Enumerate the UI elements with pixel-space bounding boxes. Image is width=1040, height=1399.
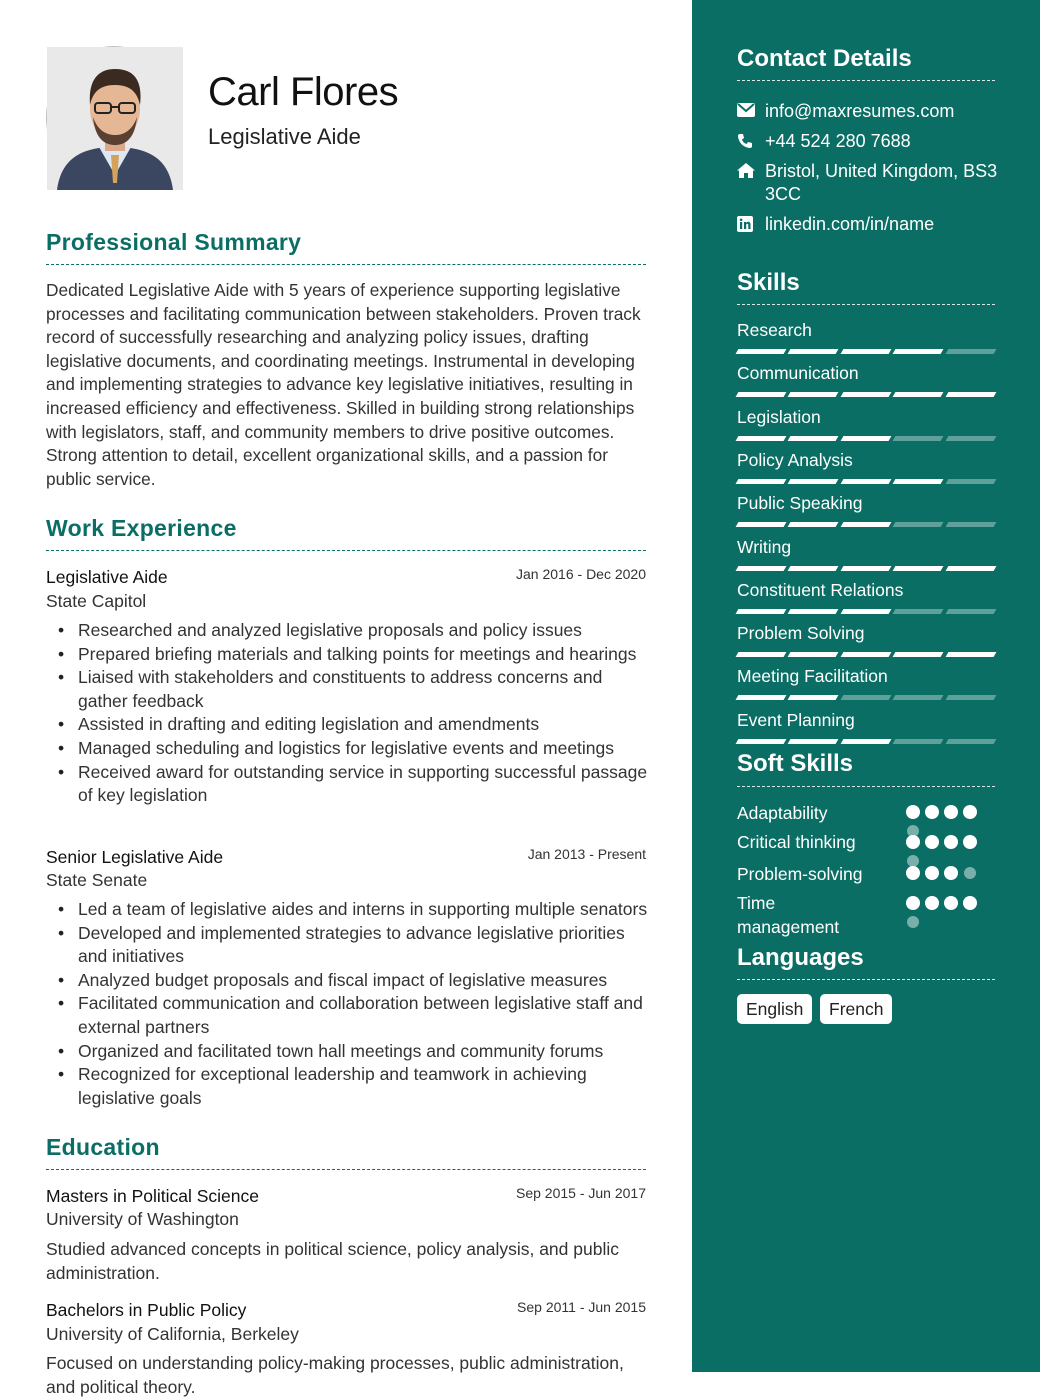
degree-description: Focused on understanding policy-making processes, public administration, and political theory. — [46, 1353, 624, 1397]
skill-level-segment — [788, 392, 839, 397]
skill-level-segment — [840, 566, 891, 571]
phone-text: +44 524 280 7688 — [765, 131, 911, 151]
degree-title: Masters in Political Science — [46, 1186, 259, 1206]
list-item: • Facilitated communication and collaboration between legislative staff and external partners — [78, 992, 650, 1039]
skill-level-segment — [736, 609, 787, 614]
skill-level-segment — [945, 652, 996, 657]
list-item: • Assisted in drafting and editing legislation and amendments — [78, 713, 650, 737]
skill-level-segment — [788, 522, 839, 527]
skill-level-bar — [737, 522, 995, 527]
summary-heading: Professional Summary — [46, 229, 302, 255]
language-tag: French — [820, 994, 892, 1024]
rating-dot — [944, 835, 958, 849]
job-title: Legislative Aide — [46, 567, 168, 587]
degree-dates: Sep 2015 - Jun 2017 — [516, 1185, 646, 1201]
list-item: • Liaised with stakeholders and constituents to address concerns and gather feedback — [78, 666, 650, 713]
rating-dot — [963, 835, 977, 849]
skill-level-bar — [737, 739, 995, 744]
skill-name: Public Speaking — [737, 493, 863, 514]
skill-level-segment — [893, 739, 944, 744]
candidate-name: Carl Flores — [208, 70, 399, 114]
rating-half-dot — [964, 867, 976, 879]
rating-dot — [925, 896, 939, 910]
skill-level-segment — [736, 739, 787, 744]
envelope-icon — [737, 100, 765, 117]
list-item: • Organized and facilitated town hall meetings and community forums — [78, 1040, 650, 1064]
rating-dot — [944, 866, 958, 880]
list-item: • Received award for outstanding service in supporting successful passage of key legislation — [78, 761, 650, 808]
experience-heading: Work Experience — [46, 515, 237, 541]
skill-level-segment — [788, 566, 839, 571]
skill-level-segment — [840, 392, 891, 397]
contact-linkedin[interactable] — [737, 213, 1007, 236]
skill-level-bar — [737, 349, 995, 354]
language-tag: English — [737, 994, 812, 1024]
degree-title: Bachelors in Public Policy — [46, 1300, 247, 1320]
rating-dot — [906, 835, 920, 849]
skill-level-segment — [893, 566, 944, 571]
summary-divider — [46, 264, 646, 265]
skill-level-segment — [788, 436, 839, 441]
rating-dot — [963, 805, 977, 819]
address-text: Bristol, United Kingdom, BS3 3CC — [765, 161, 998, 204]
skill-level-segment — [788, 609, 839, 614]
list-item: • Managed scheduling and logistics for legislative events and meetings — [78, 737, 650, 761]
list-item: • Analyzed budget proposals and fiscal impact of legislative measures — [78, 969, 650, 993]
rating-dot — [906, 896, 920, 910]
school-name: University of California, Berkeley — [46, 1324, 299, 1344]
skill-level-segment — [893, 695, 944, 700]
skill-name: Policy Analysis — [737, 449, 853, 470]
soft-skill-rating — [906, 866, 996, 880]
skill-level-segment — [893, 522, 944, 527]
education-divider — [46, 1169, 646, 1170]
skill-level-segment — [840, 739, 891, 744]
candidate-role: Legislative Aide — [208, 124, 361, 149]
skill-level-segment — [736, 392, 787, 397]
skill-level-segment — [736, 652, 787, 657]
skill-level-bar — [737, 652, 995, 657]
skill-level-bar — [737, 695, 995, 700]
rating-half-dot — [907, 916, 919, 928]
list-item: • Researched and analyzed legislative proposals and policy issues — [78, 619, 650, 643]
skill-level-bar — [737, 392, 995, 397]
skills-divider — [737, 304, 995, 305]
skill-level-segment — [840, 652, 891, 657]
skill-name: Writing — [737, 536, 792, 557]
skill-level-segment — [788, 695, 839, 700]
skill-level-bar — [737, 566, 995, 571]
contact-email[interactable] — [737, 100, 1007, 123]
rating-dot — [944, 896, 958, 910]
linkedin-icon — [737, 213, 765, 232]
skill-level-segment — [945, 479, 996, 484]
skill-level-bar — [737, 479, 995, 484]
contact-divider — [737, 80, 995, 81]
education-heading: Education — [46, 1134, 160, 1160]
skill-level-segment — [840, 609, 891, 614]
skill-level-bar — [737, 609, 995, 614]
rating-dot — [906, 866, 920, 880]
job-dates: Jan 2016 - Dec 2020 — [516, 566, 646, 582]
email-text: info@maxresumes.com — [765, 101, 955, 121]
experience-divider — [46, 550, 646, 551]
skill-level-segment — [840, 479, 891, 484]
job-title: Senior Legislative Aide — [46, 847, 224, 867]
soft-skill-rating — [906, 835, 996, 849]
skill-level-segment — [788, 652, 839, 657]
rating-dot — [906, 805, 920, 819]
rating-dot — [925, 835, 939, 849]
skill-name: Research — [737, 320, 812, 340]
skill-level-segment — [945, 609, 996, 614]
skill-level-segment — [788, 479, 839, 484]
job-organization: State Senate — [46, 870, 148, 890]
skill-level-segment — [893, 392, 944, 397]
skill-level-segment — [788, 349, 839, 354]
profile-photo — [46, 46, 182, 189]
skill-level-segment — [945, 739, 996, 744]
soft-skill-rating — [906, 805, 996, 819]
phone-icon — [737, 130, 765, 149]
rating-dot — [925, 805, 939, 819]
skill-level-segment — [945, 436, 996, 441]
rating-dot — [944, 805, 958, 819]
skill-level-segment — [736, 522, 787, 527]
school-name: University of Washington — [46, 1209, 239, 1229]
skill-level-segment — [840, 695, 891, 700]
list-item: • Developed and implemented strategies to advance legislative priorities and initiatives — [78, 922, 650, 969]
skill-level-segment — [840, 349, 891, 354]
linkedin-text: linkedin.com/in/name — [765, 214, 935, 234]
languages-divider — [737, 979, 995, 980]
job-bullet-list — [78, 619, 650, 808]
skill-level-segment — [945, 522, 996, 527]
list-item: • Recognized for exceptional leadership and teamwork in achieving legislative goals — [78, 1063, 650, 1110]
job-dates: Jan 2013 - Present — [527, 846, 646, 862]
skill-level-segment — [736, 695, 787, 700]
skill-name: Constituent Relations — [737, 579, 904, 600]
soft-skill-rating — [906, 896, 996, 910]
degree-description: Studied advanced concepts in political science, policy analysis, and public administration. — [46, 1239, 619, 1283]
skill-level-segment — [945, 566, 996, 571]
skill-name: Communication — [737, 363, 859, 384]
home-icon — [737, 160, 765, 178]
job-bullet-list — [78, 898, 650, 1110]
soft-skills-divider — [737, 786, 995, 787]
skill-level-segment — [840, 436, 891, 441]
skill-level-segment — [893, 436, 944, 441]
contact-phone[interactable] — [737, 130, 1007, 153]
languages-heading: Languages — [737, 944, 864, 971]
soft-skill-name: Time management — [737, 893, 840, 937]
skill-level-segment — [736, 349, 787, 354]
soft-skills-heading: Soft Skills — [737, 750, 854, 777]
rating-dot — [925, 866, 939, 880]
soft-skill-name: Adaptability — [737, 803, 828, 823]
skill-level-segment — [736, 436, 787, 441]
skill-level-segment — [893, 349, 944, 354]
contact-heading: Contact Details — [737, 45, 912, 72]
summary-text: Dedicated Legislative Aide with 5 years of experience supporting legislative processes and facilitating communication between stakeholders. Proven track record of successfully researching and analyzing policy issues, drafting legislative documents, and coordinating meetings. Instrumental in developing and implementing strategies to advance key legislative initiatives, resulting in increased efficiency and effectiveness. Skilled in building strong relationships with legislators, staff, and community members to drive positive outcomes. Strong attention to detail, excellent organizational skills, and a passion for public service. — [46, 280, 641, 489]
skills-heading: Skills — [737, 269, 800, 296]
soft-skill-name: Problem-solving — [737, 864, 863, 884]
skill-level-segment — [945, 392, 996, 397]
list-item: • Led a team of legislative aides and interns in supporting multiple senators — [78, 898, 650, 922]
skill-level-segment — [893, 609, 944, 614]
skill-level-segment — [893, 479, 944, 484]
skill-name: Event Planning — [737, 709, 855, 730]
contact-address — [737, 160, 1007, 206]
sidebar — [692, 0, 1040, 1372]
skill-level-segment — [788, 739, 839, 744]
skill-name: Meeting Facilitation — [737, 666, 888, 687]
skill-level-segment — [736, 566, 787, 571]
skill-level-segment — [736, 479, 787, 484]
job-organization: State Capitol — [46, 591, 147, 611]
skill-name: Problem Solving — [737, 623, 865, 644]
list-item: • Prepared briefing materials and talking points for meetings and hearings — [78, 643, 650, 667]
degree-dates: Sep 2011 - Jun 2015 — [517, 1299, 646, 1315]
skill-level-segment — [945, 695, 996, 700]
skill-level-segment — [893, 652, 944, 657]
skill-level-segment — [840, 522, 891, 527]
soft-skill-name: Critical thinking — [737, 832, 856, 852]
skill-level-segment — [945, 349, 996, 354]
skill-name: Legislation — [737, 406, 821, 427]
rating-dot — [963, 896, 977, 910]
skill-level-bar — [737, 436, 995, 441]
person-portrait-icon — [47, 47, 183, 190]
